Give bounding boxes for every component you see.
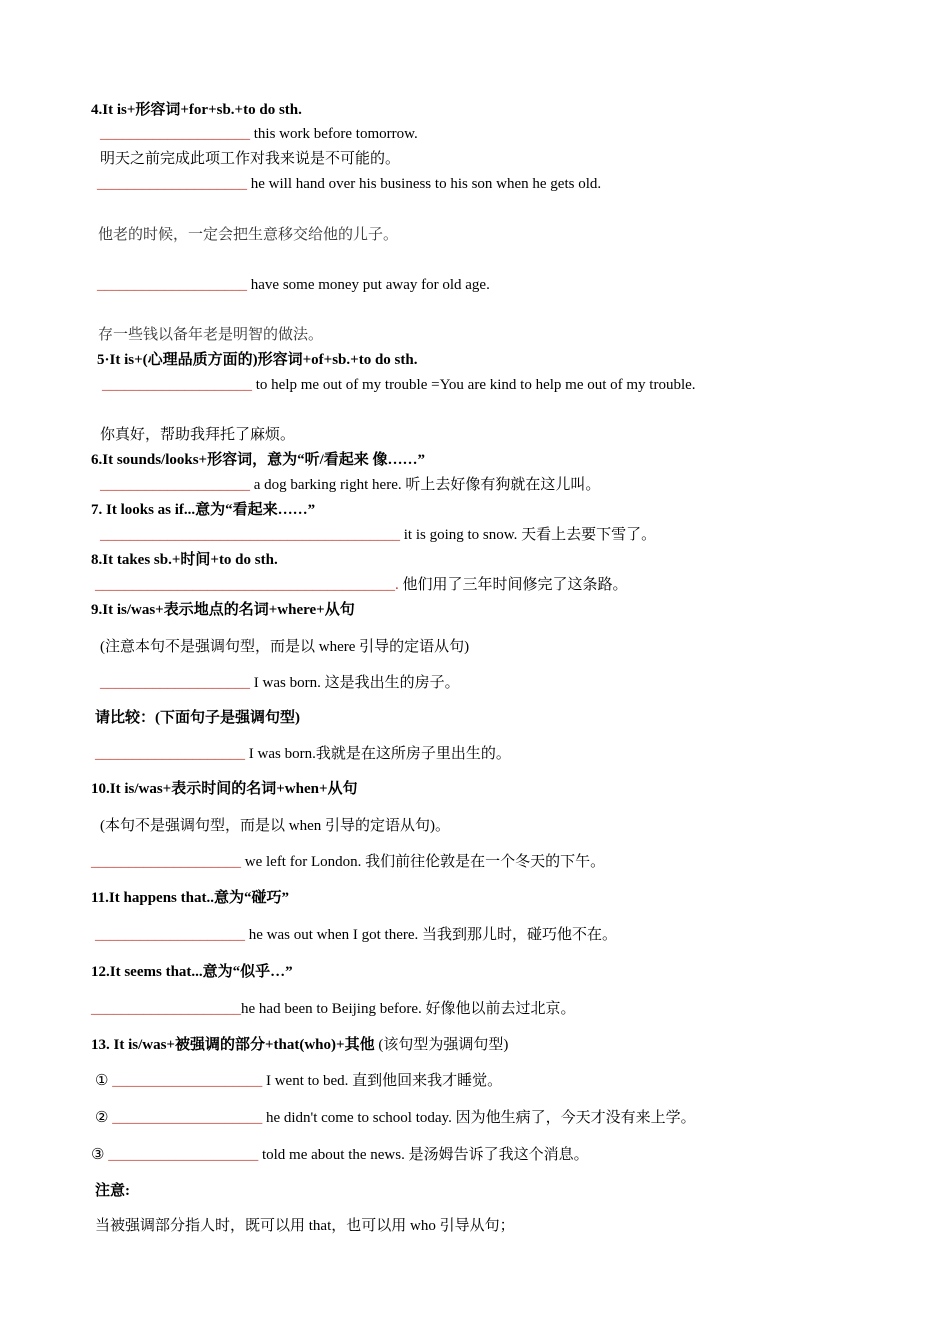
exercise-line <box>95 744 511 764</box>
sentence-text: told me about the news. 是汤姆告诉了我这个消息。 <box>258 1147 589 1163</box>
answer-blank[interactable]: ____________________ <box>100 477 250 493</box>
exercise-line <box>91 1145 589 1165</box>
answer-blank[interactable]: ____________________ <box>112 1110 263 1126</box>
translation-line: 明天之前完成此项工作对我来说是不可能的。 <box>100 151 401 167</box>
section-4-heading: 4.It is+形容词+for+sb.+to do sth. <box>91 102 302 118</box>
exercise-line <box>100 525 656 545</box>
section-7-heading: 7. It looks as if...意为“看起来……” <box>91 502 316 518</box>
exercise-line <box>102 375 696 395</box>
exercise-line <box>100 475 600 495</box>
exercise-line <box>97 275 490 295</box>
translation-line: 他老的时候，一定会把生意移交给他的儿子。 <box>98 227 399 243</box>
item-number: ② <box>95 1110 113 1126</box>
answer-blank[interactable]: ____________________ <box>91 1001 241 1017</box>
exercise-line <box>100 673 460 693</box>
answer-blank[interactable]: ____________________ <box>97 176 247 192</box>
answer-blank[interactable]: ____________________ <box>102 377 252 393</box>
answer-blank[interactable]: ____________________ <box>100 675 250 691</box>
section-13-title: 13. It is/was+被强调的部分+that(who)+其他 <box>91 1037 375 1053</box>
sentence-text: he didn't come to school today. 因为他生病了，今天才没有来上学。 <box>262 1110 696 1126</box>
sentence-text: to help me out of my trouble =You are kind to help me out of my trouble. <box>252 377 696 393</box>
item-number: ① <box>95 1073 113 1089</box>
section-8-heading: 8.It takes sb.+时间+to do sth. <box>91 552 278 568</box>
note-title: 注意: <box>95 1183 130 1199</box>
answer-blank[interactable]: ____________________ <box>97 277 247 293</box>
exercise-line <box>95 1071 502 1091</box>
answer-blank[interactable]: ____________________ <box>95 746 245 762</box>
section-12-heading: 12.It seems that...意为“似乎…” <box>91 964 293 980</box>
answer-blank[interactable]: ________________________________________. <box>95 577 399 593</box>
translation-line: 存一些钱以备年老是明智的做法。 <box>98 327 324 343</box>
sentence-text: this work before tomorrow. <box>250 126 418 142</box>
sentence-text: it is going to snow. 天看上去要下雪了。 <box>400 527 657 543</box>
sentence-text: I was born. 这是我出生的房子。 <box>250 675 460 691</box>
translation-line: 你真好，帮助我拜托了麻烦。 <box>100 427 296 443</box>
note-text: 当被强调部分指人时，既可以用 that，也可以用 who 引导从句； <box>95 1218 515 1234</box>
section-6-heading: 6.It sounds/looks+形容词，意为“听/看起来 像……” <box>91 452 426 468</box>
compare-heading: 请比较：(下面句子是强调句型) <box>95 710 300 726</box>
item-number: ③ <box>91 1147 109 1163</box>
sentence-text: I went to bed. 直到他回来我才睡觉。 <box>262 1073 503 1089</box>
exercise-line <box>97 174 601 194</box>
answer-blank[interactable]: ____________________ <box>91 854 241 870</box>
section-9-heading: 9.It is/was+表示地点的名词+where+从句 <box>91 602 355 618</box>
sentence-text: a dog barking right here. 听上去好像有狗就在这儿叫。 <box>250 477 601 493</box>
section-11-heading: 11.It happens that..意为“碰巧” <box>91 890 289 906</box>
sentence-text: he was out when I got there. 当我到那儿时，碰巧他不在。 <box>245 927 618 943</box>
exercise-line <box>91 852 605 872</box>
answer-blank[interactable]: ____________________ <box>95 927 245 943</box>
answer-blank[interactable]: ____________________ <box>108 1147 259 1163</box>
exercise-line <box>95 575 628 595</box>
exercise-line <box>100 124 418 144</box>
exercise-line <box>91 999 576 1019</box>
section-10-heading: 10.It is/was+表示时间的名词+when+从句 <box>91 781 358 797</box>
exercise-line <box>95 1108 696 1128</box>
sentence-text: I was born.我就是在这所房子里出生的。 <box>245 746 511 762</box>
section-5-heading: 5·It is+(心理品质方面的)形容词+of+sb.+to do sth. <box>97 352 418 368</box>
answer-blank[interactable]: ____________________ <box>112 1073 263 1089</box>
note-line: (本句不是强调句型，而是以 when 引导的定语从句)。 <box>100 818 450 834</box>
sentence-text: 他们用了三年时间修完了这条路。 <box>398 577 628 593</box>
sentence-text: he will hand over his business to his son when he gets old. <box>247 176 602 192</box>
answer-blank[interactable]: ____________________ <box>100 126 250 142</box>
section-13-heading <box>91 1035 508 1055</box>
answer-blank[interactable]: ________________________________________ <box>100 527 400 543</box>
exercise-line <box>95 925 617 945</box>
sentence-text: we left for London. 我们前往伦敦是在一个冬天的下午。 <box>241 854 606 870</box>
note-line: (注意本句不是强调句型，而是以 where 引导的定语从句) <box>100 639 470 655</box>
section-13-note: (该句型为强调句型) <box>374 1037 509 1053</box>
sentence-text: have some money put away for old age. <box>247 277 490 293</box>
sentence-text: he had been to Beijing before. 好像他以前去过北京。 <box>241 1001 576 1017</box>
